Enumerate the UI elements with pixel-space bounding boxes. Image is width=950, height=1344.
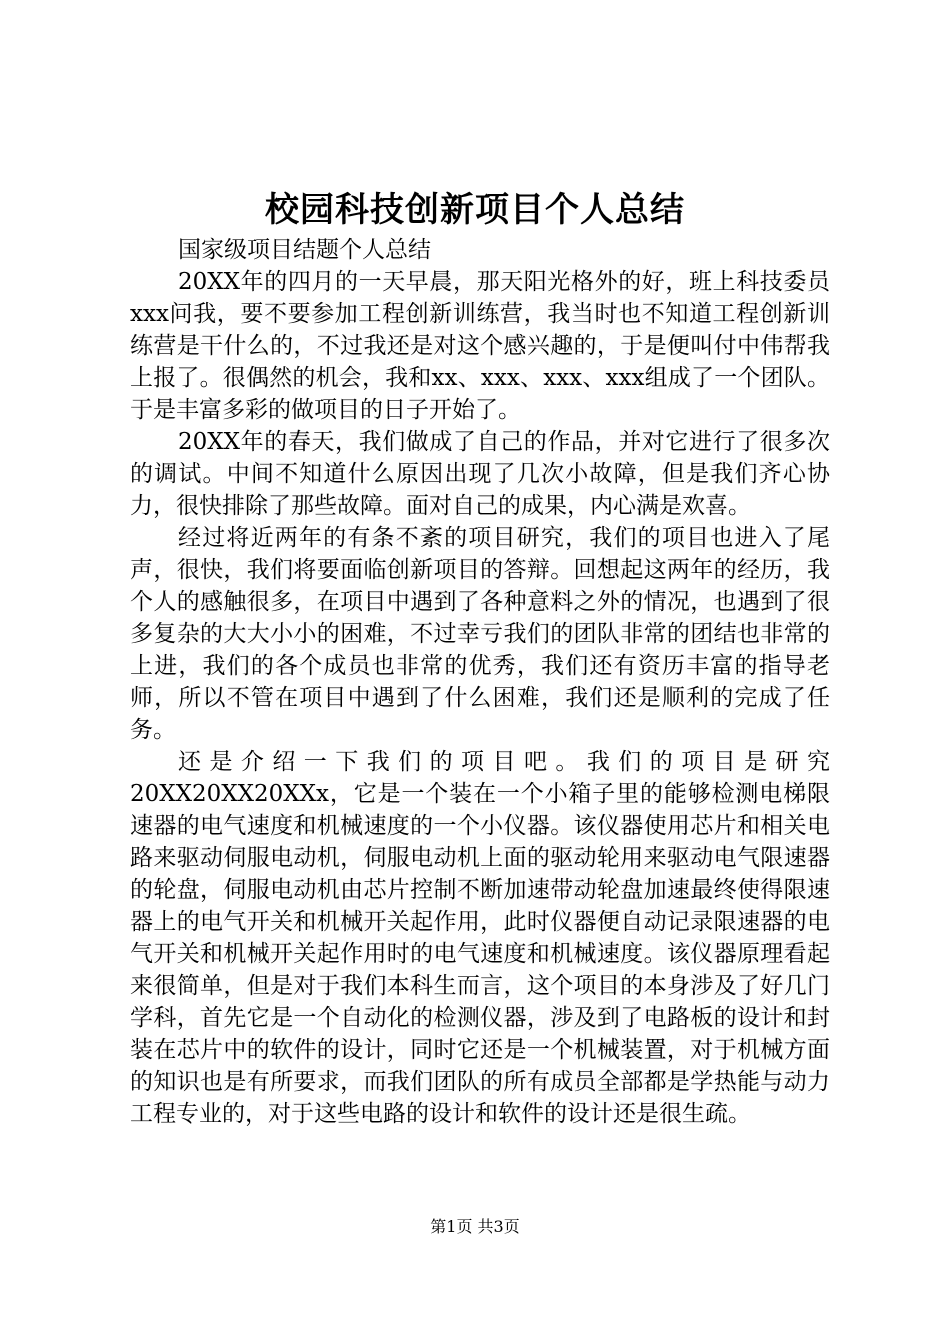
paragraph: 还是介绍一下我们的项目吧。我们的项目是研究20XX20XX20XXx，它是一个装在一个小箱子里的能够检测电梯限速器的电气速度和机械速度的一个小仪器。该仪器使用芯片和相关电路来驱动伺服电动机，伺服电动机上面的驱动轮用来驱动电气限速器的轮盘，伺服电动机由芯片控制不断加速带动轮盘加速最终使得限速器上的电气开关和机械开关起作用，此时仪器便自动记录限速器的电气开关和机械开关起作用时的电气速度和机械速度。该仪器原理看起来很简单，但是对于我们本科生而言，这个项目的本身涉及了好几门学科，首先它是一个自动化的检测仪器，涉及到了电路板的设计和封装在芯片中的软件的设计，同时它还是一个机械装置，对于机械方面的知识也是有所要求，而我们团队的所有成员全部都是学热能与动力工程专业的，对于这些电路的设计和软件的设计还是很生疏。	[130, 749, 830, 1127]
paragraph: 20XX年的四月的一天早晨，那天阳光格外的好，班上科技委员xxx问我，要不要参加工程创新训练营，我当时也不知道工程创新训练营是干什么的，不过我还是对这个感兴趣的，于是便叫付中伟帮我上报了。很偶然的机会，我和xx、xxx、xxx、xxx组成了一个团队。于是丰富多彩的做项目的日子开始了。	[130, 269, 830, 423]
paragraph: 20XX年的春天，我们做成了自己的作品，并对它进行了很多次的调试。中间不知道什么原因出现了几次小故障，但是我们齐心协力，很快排除了那些故障。面对自己的成果，内心满是欢喜。	[130, 429, 830, 519]
document-body	[130, 234, 830, 1130]
paragraph: 经过将近两年的有条不紊的项目研究，我们的项目也进入了尾声，很快，我们将要面临创新项目的答辩。回想起这两年的经历，我个人的感触很多，在项目中遇到了各种意料之外的情况，也遇到了很多复杂的大大小小的困难，不过幸亏我们的团队非常的团结也非常的上进，我们的各个成员也非常的优秀，我们还有资历丰富的指导老师，所以不管在项目中遇到了什么困难，我们还是顺利的完成了任务。	[130, 525, 830, 743]
paragraph-subtitle: 国家级项目结题个人总结	[178, 237, 431, 263]
page-footer: 第1页 共3页	[430, 1217, 520, 1236]
document-title: 校园科技创新项目个人总结	[265, 190, 685, 230]
